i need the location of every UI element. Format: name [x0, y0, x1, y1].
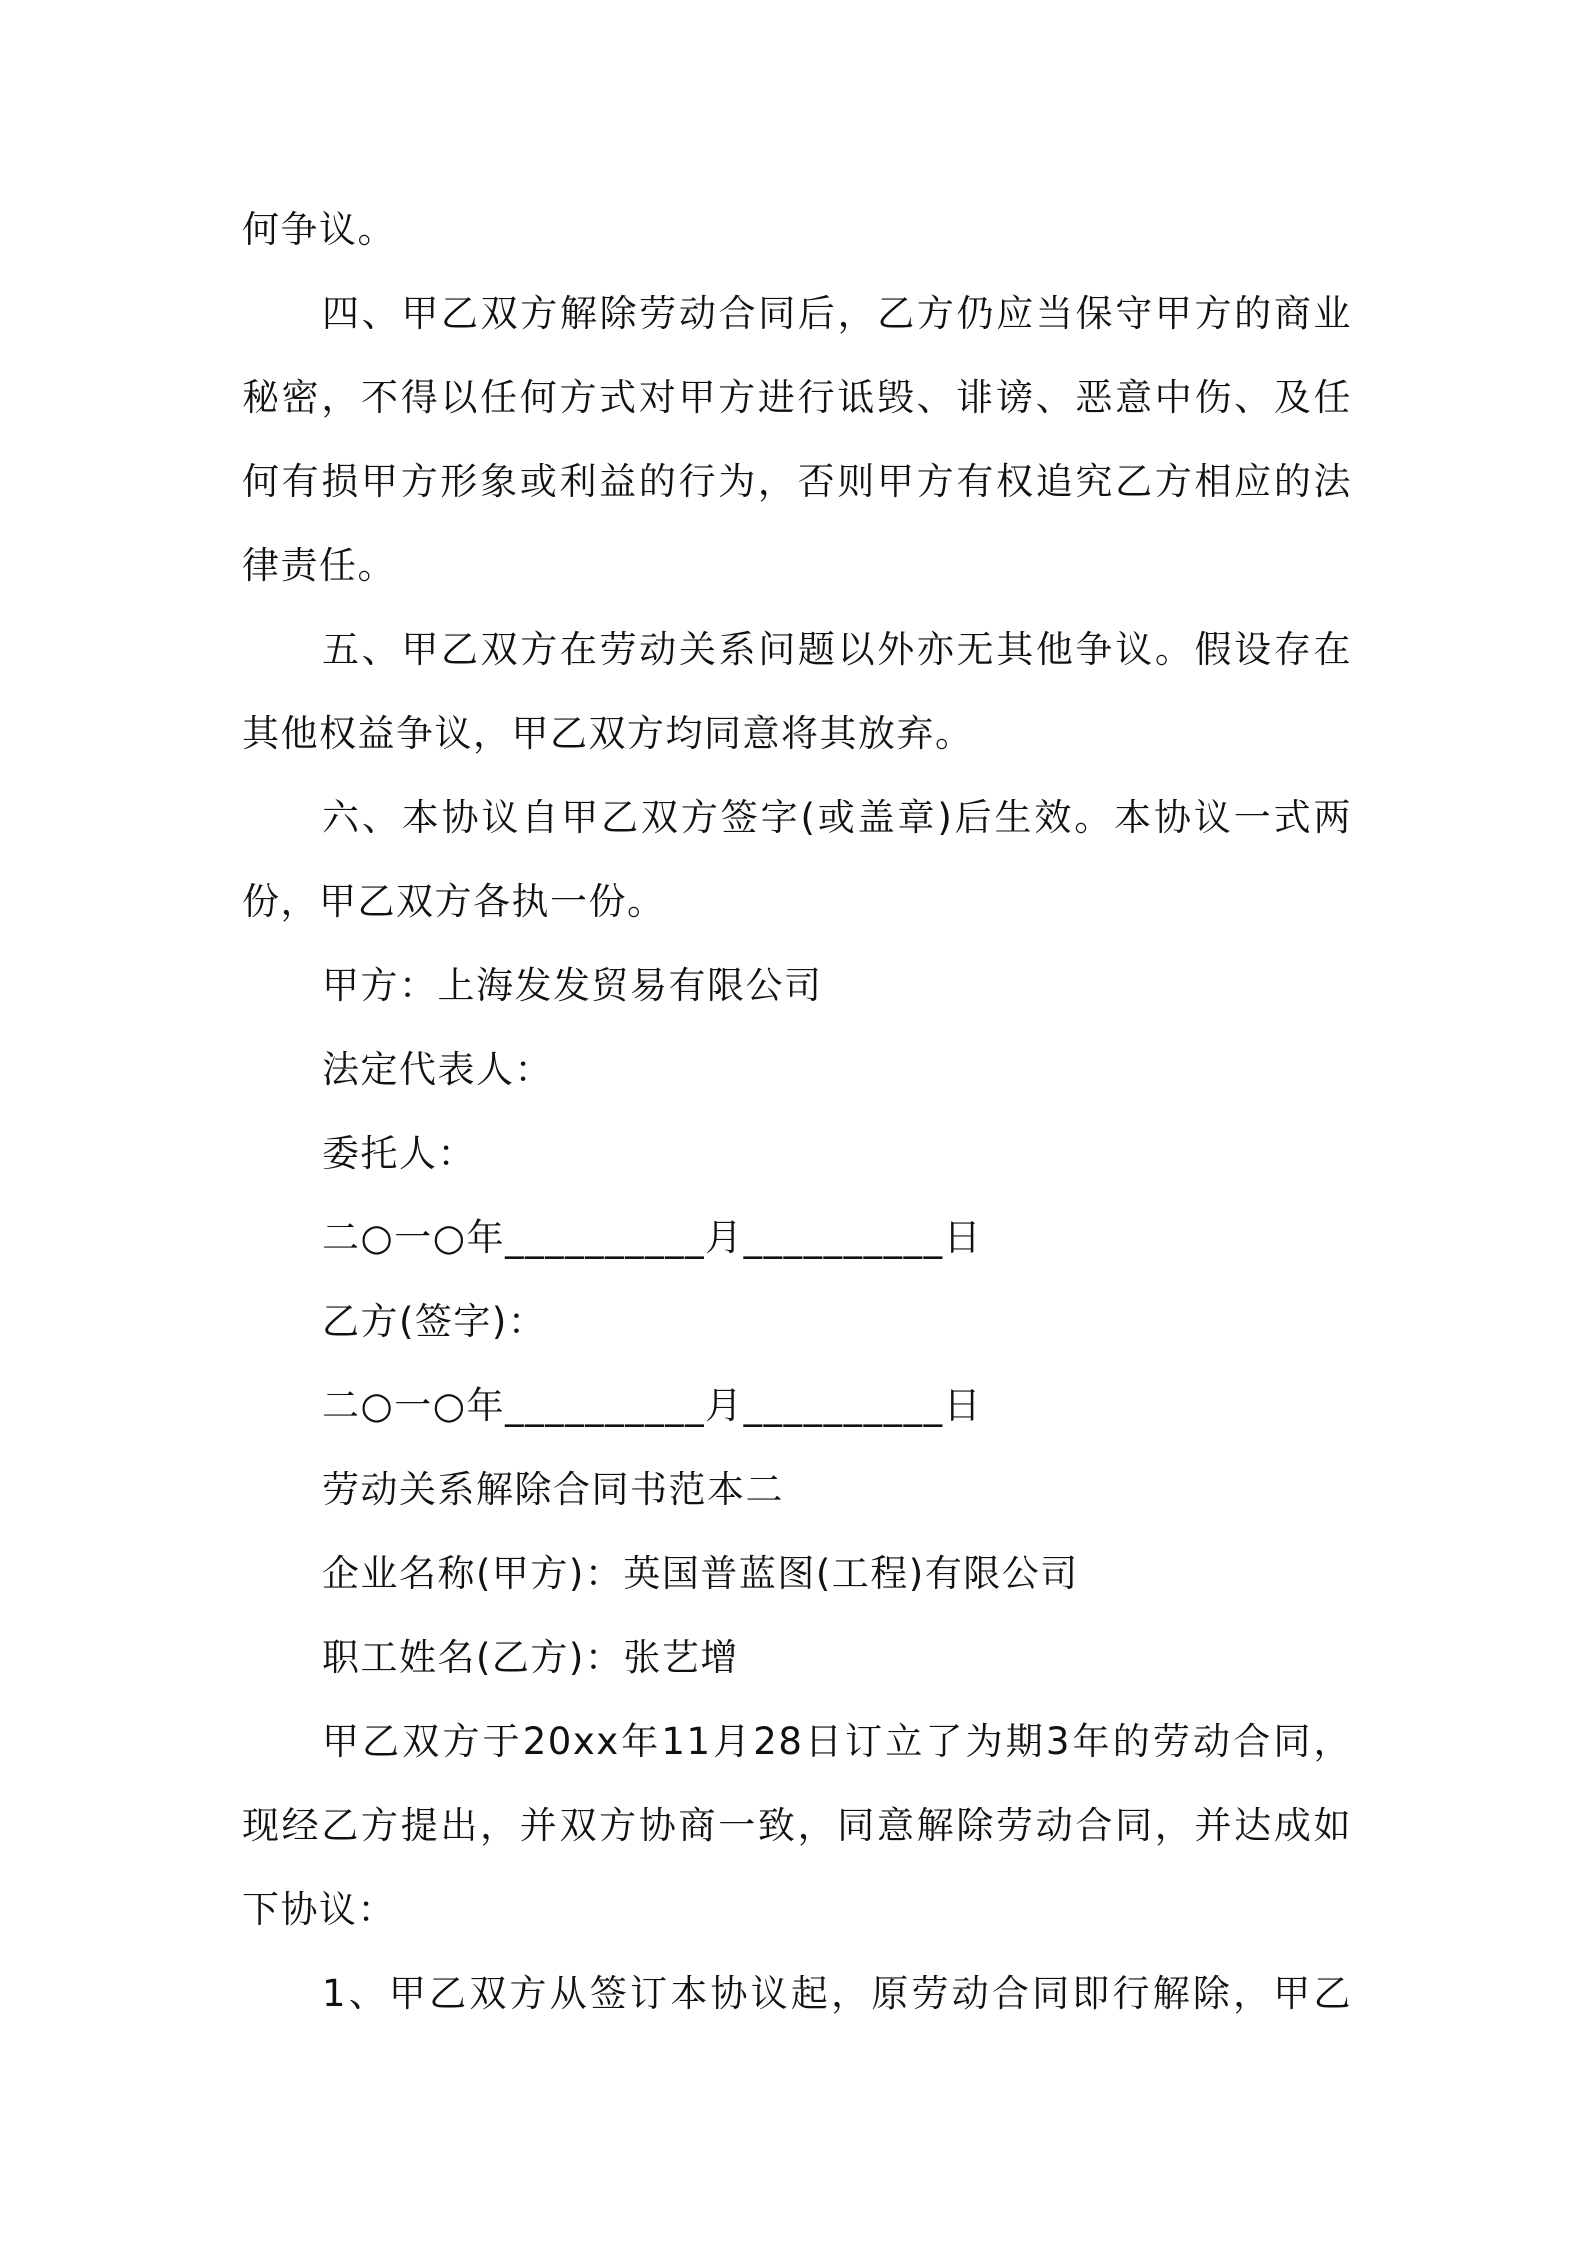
text-line: 1、甲乙双方从签订本协议起，原劳动合同即行解除，甲乙 — [322, 1972, 1352, 2015]
text-line: 五、甲乙双方在劳动关系问题以外亦无其他争议。假设存在 — [322, 628, 1352, 671]
employee-name-line: 职工姓名(乙方)：张艺增 — [322, 1636, 739, 1679]
text-line: 其他权益争议，甲乙双方均同意将其放弃。 — [242, 712, 974, 755]
text-line: 六、本协议自甲乙双方签字(或盖章)后生效。本协议一式两 — [322, 796, 1352, 839]
date-line: 二○一○年__________月__________日 — [322, 1216, 983, 1259]
text-line: 份，甲乙双方各执一份。 — [242, 880, 666, 923]
text-line: 律责任。 — [242, 544, 396, 587]
section-title: 劳动关系解除合同书范本二 — [322, 1468, 784, 1511]
party-a-line: 甲方：上海发发贸易有限公司 — [322, 964, 823, 1007]
party-b-signature-line: 乙方(签字)： — [322, 1300, 547, 1343]
date-line: 二○一○年__________月__________日 — [322, 1384, 983, 1427]
text-line: 现经乙方提出，并双方协商一致，同意解除劳动合同，并达成如 — [242, 1804, 1352, 1847]
text-line: 秘密，不得以任何方式对甲方进行诋毁、诽谤、恶意中伤、及任 — [242, 376, 1352, 419]
text-line: 何有损甲方形象或利益的行为，否则甲方有权追究乙方相应的法 — [242, 460, 1352, 503]
company-name-line: 企业名称(甲方)：英国普蓝图(工程)有限公司 — [322, 1552, 1079, 1595]
text-line: 下协议： — [242, 1888, 396, 1931]
text-line: 何争议。 — [242, 208, 396, 251]
text-line: 甲乙双方于20xx年11月28日订立了为期3年的劳动合同， — [322, 1720, 1352, 1763]
legal-representative-line: 法定代表人： — [322, 1048, 553, 1091]
text-line: 四、甲乙双方解除劳动合同后，乙方仍应当保守甲方的商业 — [322, 292, 1352, 335]
agent-line: 委托人： — [322, 1132, 476, 1175]
document-body — [242, 188, 1352, 2036]
